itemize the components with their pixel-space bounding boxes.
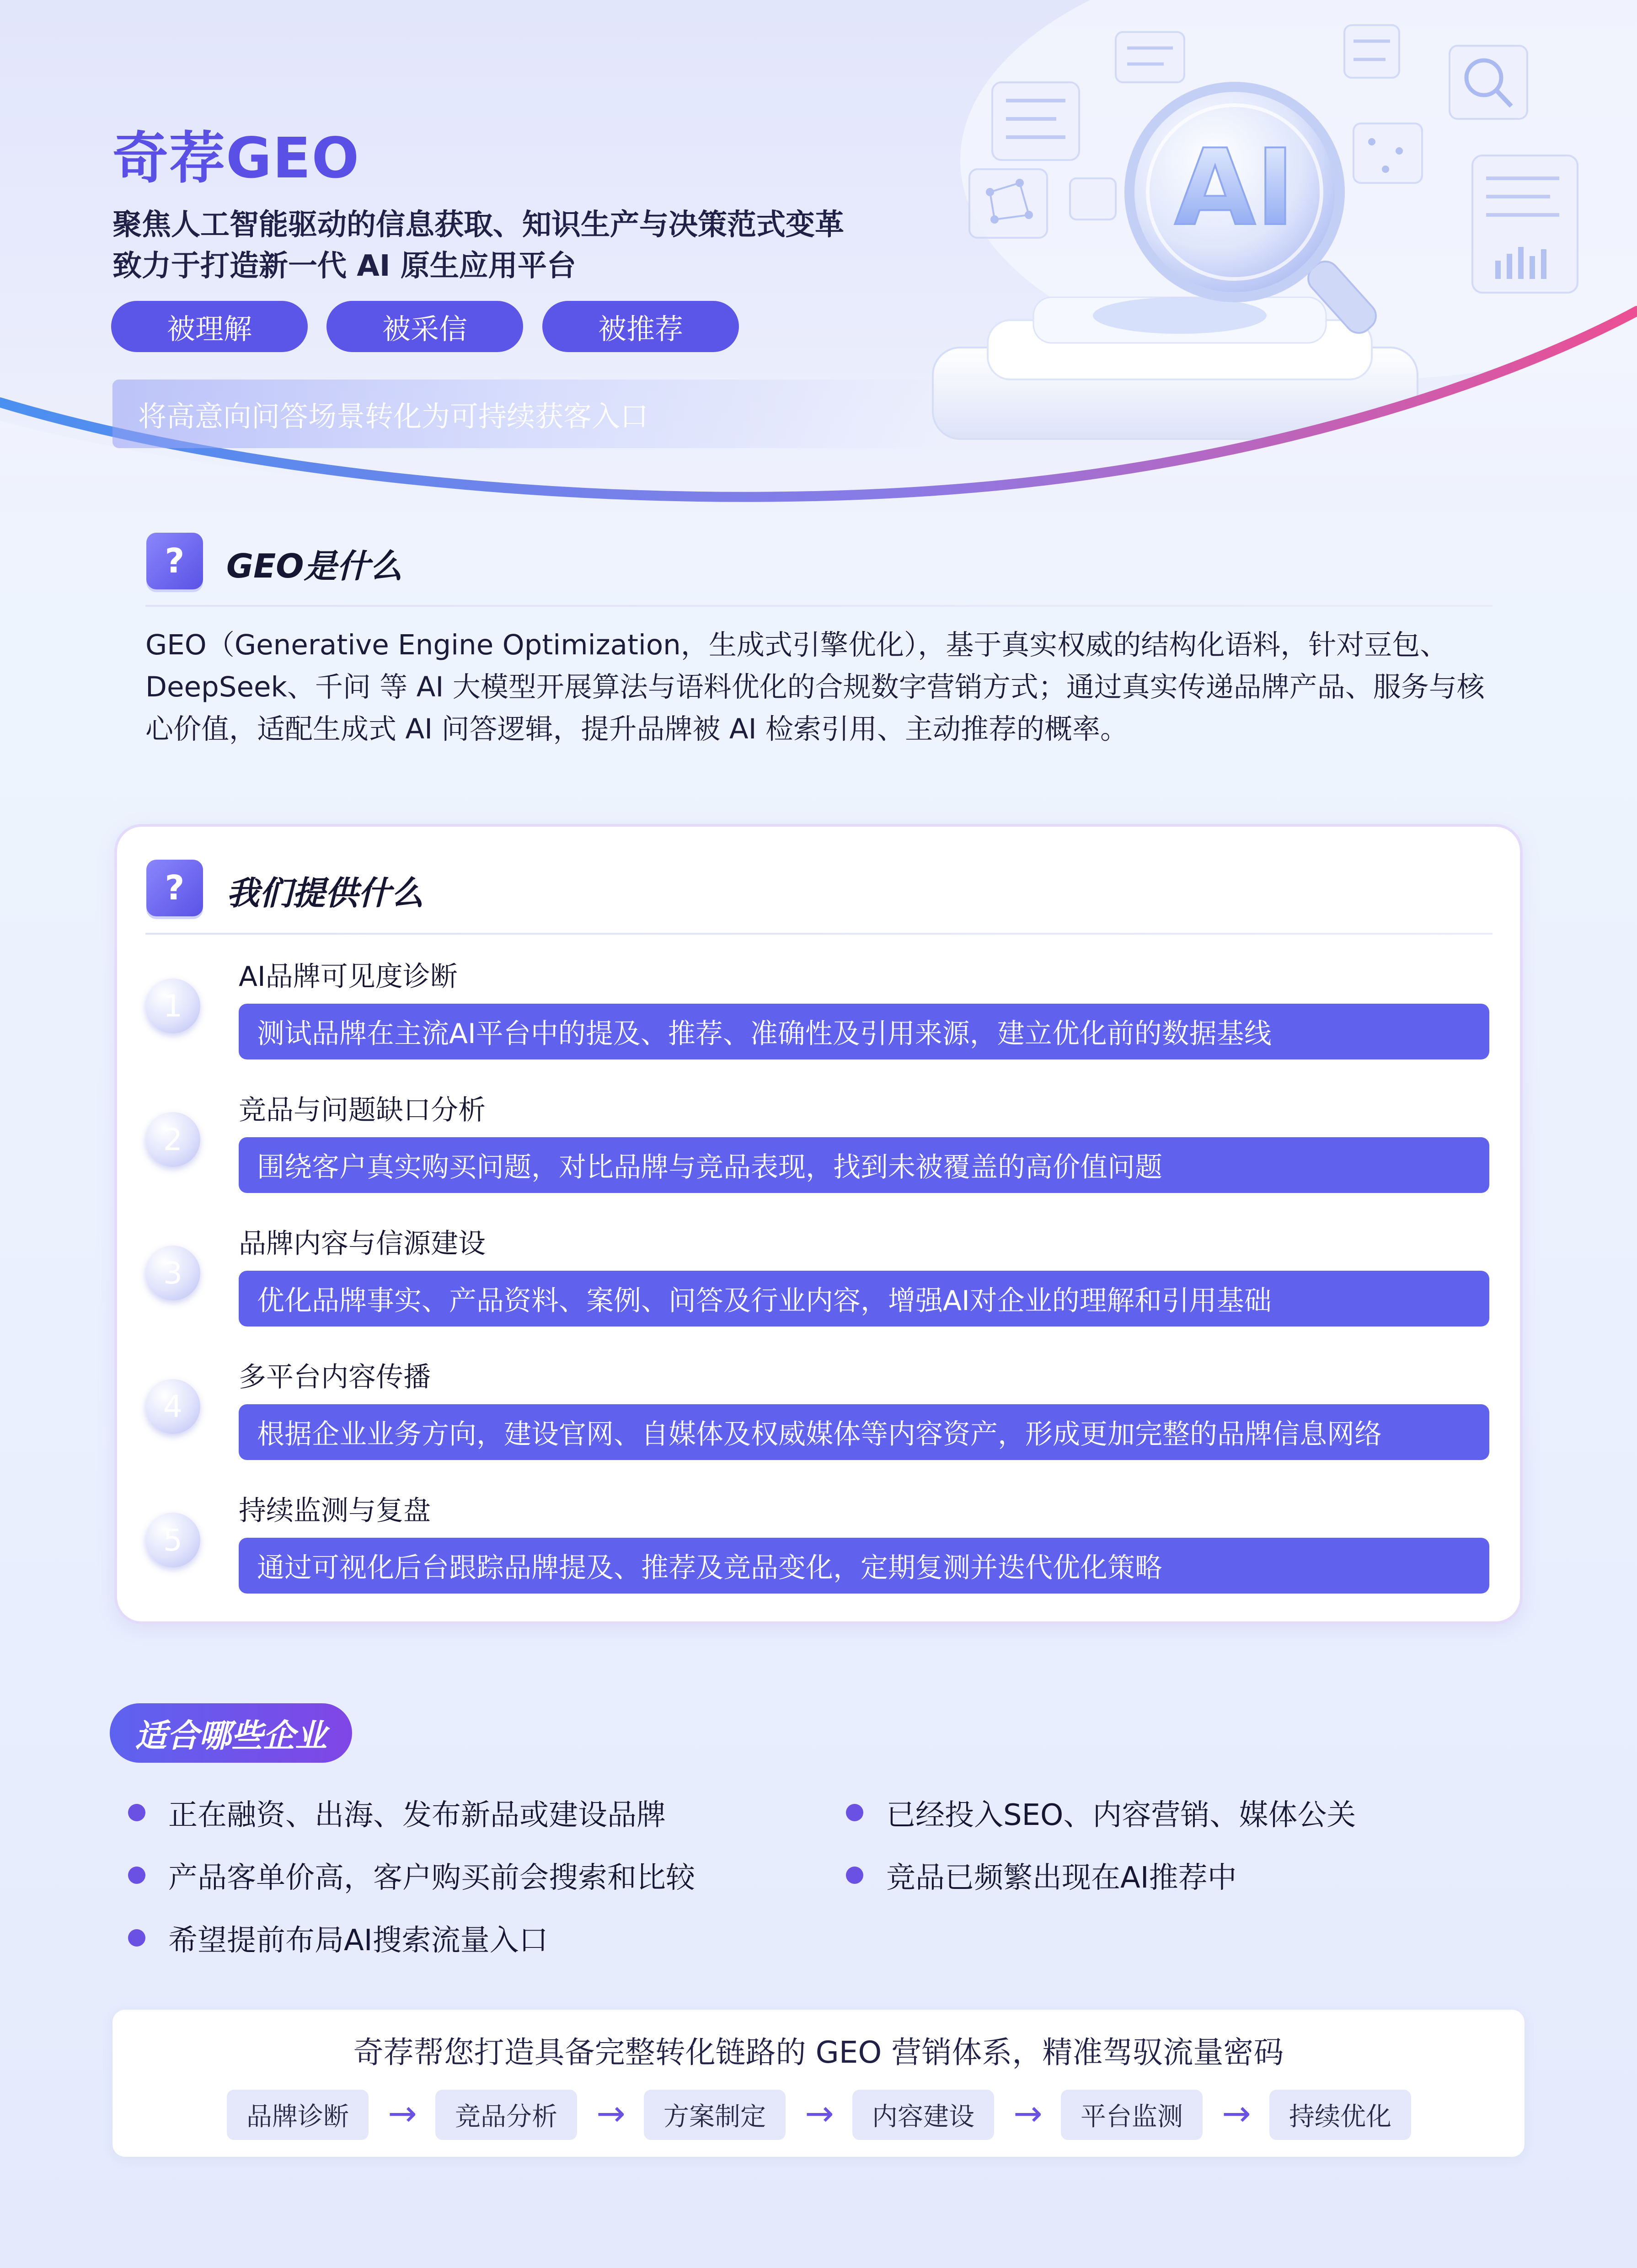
bullet-dot [128, 1867, 145, 1884]
step-desc-5: 通过可视化后台跟踪品牌提及、推荐及竞品变化，定期复测并迭代优化策略 [239, 1538, 1489, 1594]
step-desc-4: 根据企业业务方向，建设官网、自媒体及权威媒体等内容资产，形成更加完整的品牌信息网络 [239, 1404, 1489, 1460]
hero-tagline-1: 聚焦人工智能驱动的信息获取、知识生产与决策范式变革 [112, 208, 844, 242]
section-divider [145, 933, 1493, 935]
flow-step-1: 品牌诊断 [227, 2090, 369, 2140]
arrow-right-icon: → [596, 2092, 626, 2134]
step-number-5: 5 [145, 1513, 200, 1567]
step-number-3: 3 [145, 1246, 200, 1300]
step-number-2: 2 [145, 1112, 200, 1167]
suitable-item [128, 1854, 695, 1896]
arrow-right-icon: → [388, 2092, 417, 2134]
step-title-2: 竞品与问题缺口分析 [239, 1094, 486, 1126]
flow-step-6: 持续优化 [1269, 2090, 1411, 2140]
suitable-text: 希望提前布局AI搜索流量入口 [168, 1924, 548, 1958]
tag-pill-recommended: 被推荐 [542, 301, 739, 352]
arrow-right-icon: → [805, 2092, 834, 2134]
bullet-dot [128, 1929, 145, 1947]
ai-letters: AI [1174, 127, 1295, 249]
section-title-offer: 我们提供什么 [226, 874, 424, 912]
suitable-item [846, 1792, 1356, 1834]
suitable-text: 正在融资、出海、发布新品或建设品牌 [168, 1798, 666, 1832]
suitable-item [128, 1792, 666, 1834]
suitable-text: 已经投入SEO、内容营销、媒体公关 [886, 1798, 1356, 1832]
section-title-what: GEO是什么 [226, 547, 403, 585]
tag-pill-understood: 被理解 [111, 301, 308, 352]
step-number-1: 1 [145, 979, 200, 1033]
suitable-item [846, 1854, 1237, 1896]
step-desc-1: 测试品牌在主流AI平台中的提及、推荐、准确性及引用来源，建立优化前的数据基线 [239, 1004, 1489, 1059]
question-icon: ? [146, 860, 203, 916]
hero-title: 奇荐GEO [112, 126, 360, 191]
section-divider [145, 605, 1493, 607]
hero-banner: 将高意向问答场景转化为可持续获客入口 [112, 380, 936, 448]
flow-step-5: 平台监测 [1061, 2090, 1203, 2140]
arrow-right-icon: → [1013, 2092, 1043, 2134]
step-title-3: 品牌内容与信源建设 [239, 1228, 486, 1260]
step-title-1: AI品牌可见度诊断 [239, 961, 458, 993]
suitable-text: 竞品已频繁出现在AI推荐中 [886, 1861, 1237, 1895]
bullet-dot [846, 1804, 863, 1821]
suitable-item [128, 1917, 548, 1959]
section-title-suitable: 适合哪些企业 [110, 1703, 352, 1763]
suitable-text: 产品客单价高，客户购买前会搜索和比较 [168, 1861, 695, 1895]
panel-left [992, 82, 1079, 160]
what-description: GEO（Generative Engine Optimization，生成式引擎优化），基于真实权威的结构化语料，针对豆包、DeepSeek、千问 等 AI 大模型开展算法与语料优化的合规数字营销方式；通过真实传递品牌产品、服务与核心价值，适配生成式 AI 问答逻辑，提升品牌被 AI 检索引用、主动推荐的概率。 [145, 629, 1485, 745]
step-title-4: 多平台内容传播 [239, 1361, 431, 1393]
flow-step-4: 内容建设 [852, 2090, 994, 2140]
flow-step-2: 竞品分析 [435, 2090, 577, 2140]
bullet-dot [846, 1867, 863, 1884]
hero-tagline-2: 致力于打造新一代 AI 原生应用平台 [112, 249, 576, 283]
arrow-right-icon: → [1222, 2092, 1251, 2134]
step-number-4: 4 [145, 1379, 200, 1434]
tag-pill-trusted: 被采信 [326, 301, 523, 352]
question-icon: ? [146, 533, 203, 589]
hero-section [0, 0, 1637, 512]
bullet-dot [128, 1804, 145, 1821]
flow-title: 奇荐帮您打造具备完整转化链路的 GEO 营销体系，精准驾驭流量密码 [353, 2035, 1284, 2070]
step-title-5: 持续监测与复盘 [239, 1495, 431, 1527]
step-desc-2: 围绕客户真实购买问题，对比品牌与竞品表现，找到未被覆盖的高价值问题 [239, 1137, 1489, 1193]
flow-step-3: 方案制定 [644, 2090, 786, 2140]
step-desc-3: 优化品牌事实、产品资料、案例、问答及行业内容，增强AI对企业的理解和引用基础 [239, 1271, 1489, 1327]
